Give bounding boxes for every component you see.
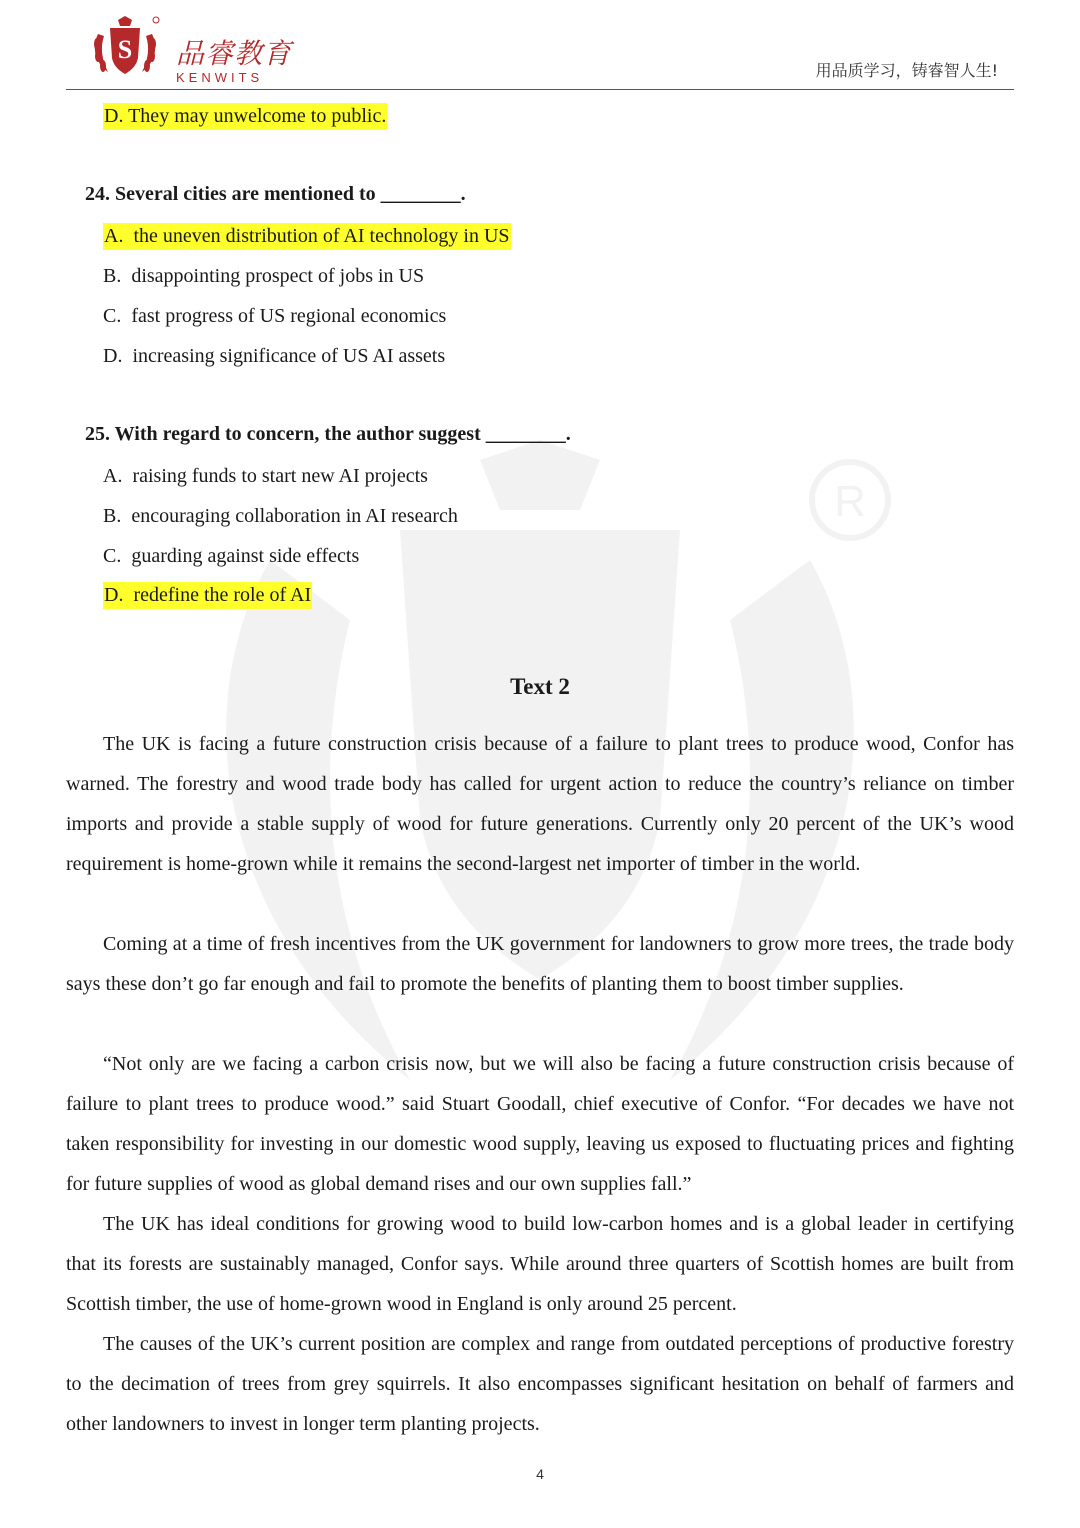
logo-english-name: KENWITS [176,70,264,85]
paragraph-3: “Not only are we facing a carbon crisis now, but we will also be facing a future construction crisis because of failure to plant trees to produce wood.” said Stuart Goodall, chief executive of Confor. “For decades we have not taken responsibility for investing in our domestic wood supply, leaving us exposed to fluctuating prices and fighting for future supplies of wood as global demand rises and our own supplies fall.” [66,1053,1014,1195]
q25-option-c: C. guarding against side effects [103,545,360,567]
question-24-stem: 24. Several cities are mentioned to ________. [85,183,466,205]
q25-option-a: A. raising funds to start new AI projects [103,465,428,487]
paragraph-1: The UK is facing a future construction crisis because of a failure to plant trees to produce wood, Confor has warned. The forestry and wood trade body has called for urgent action to reduce the country’s reliance on timber imports and provide a stable supply of wood for future generations. Currently only 20 percent of the UK’s wood requirement is home-grown while it remains the second-largest net importer of timber in the world. [66,733,1014,875]
highlighted-answer: D. They may unwelcome to public. [103,103,387,130]
question-25-stem: 25. With regard to concern, the author suggest ________. [85,423,571,445]
svg-text:S: S [117,35,133,64]
q24-option-a [103,221,511,251]
laurel-crest-icon [88,14,162,82]
kenwits-logo [88,14,293,85]
highlighted-answer: A. the uneven distribution of AI technology in US [103,223,511,250]
q24-option-b: B. disappointing prospect of jobs in US [103,265,425,287]
paragraph-4: The UK has ideal conditions for growing wood to build low-carbon homes and is a global leader in certifying that its forests are sustainably managed, Confor says. While around three quarters of Scottish homes are built from Scottish timber, the use of home-grown wood in England is only around 25 percent. [66,1213,1014,1315]
q25-option-d [103,580,312,610]
paragraph-5: The causes of the UK’s current position are complex and range from outdated perceptions of productive forestry to the decimation of trees from grey squirrels. It also encompasses significant hesitation on behalf of farmers and other landowners to invest in longer term planting projects. [66,1333,1014,1435]
q24-option-d: D. increasing significance of US AI assets [103,345,446,367]
q23-option-d [103,101,387,131]
paragraph-2: Coming at a time of fresh incentives from the UK government for landowners to grow more trees, the trade body says these don’t go far enough and fail to promote the benefits of planting them to boost timber supplies. [66,933,1014,995]
header-slogan: 用品质学习，铸睿智人生! [815,61,998,80]
page-number: 4 [536,1466,544,1482]
svg-text:R: R [834,477,866,526]
highlighted-answer: D. redefine the role of AI [103,582,312,609]
page-header [0,0,1080,92]
section-title: Text 2 [510,674,570,699]
logo-chinese-name: 品睿教育 [176,37,293,70]
q24-option-c: C. fast progress of US regional economics [103,305,447,327]
header-divider [66,89,1014,90]
q25-option-b: B. encouraging collaboration in AI research [103,505,458,527]
